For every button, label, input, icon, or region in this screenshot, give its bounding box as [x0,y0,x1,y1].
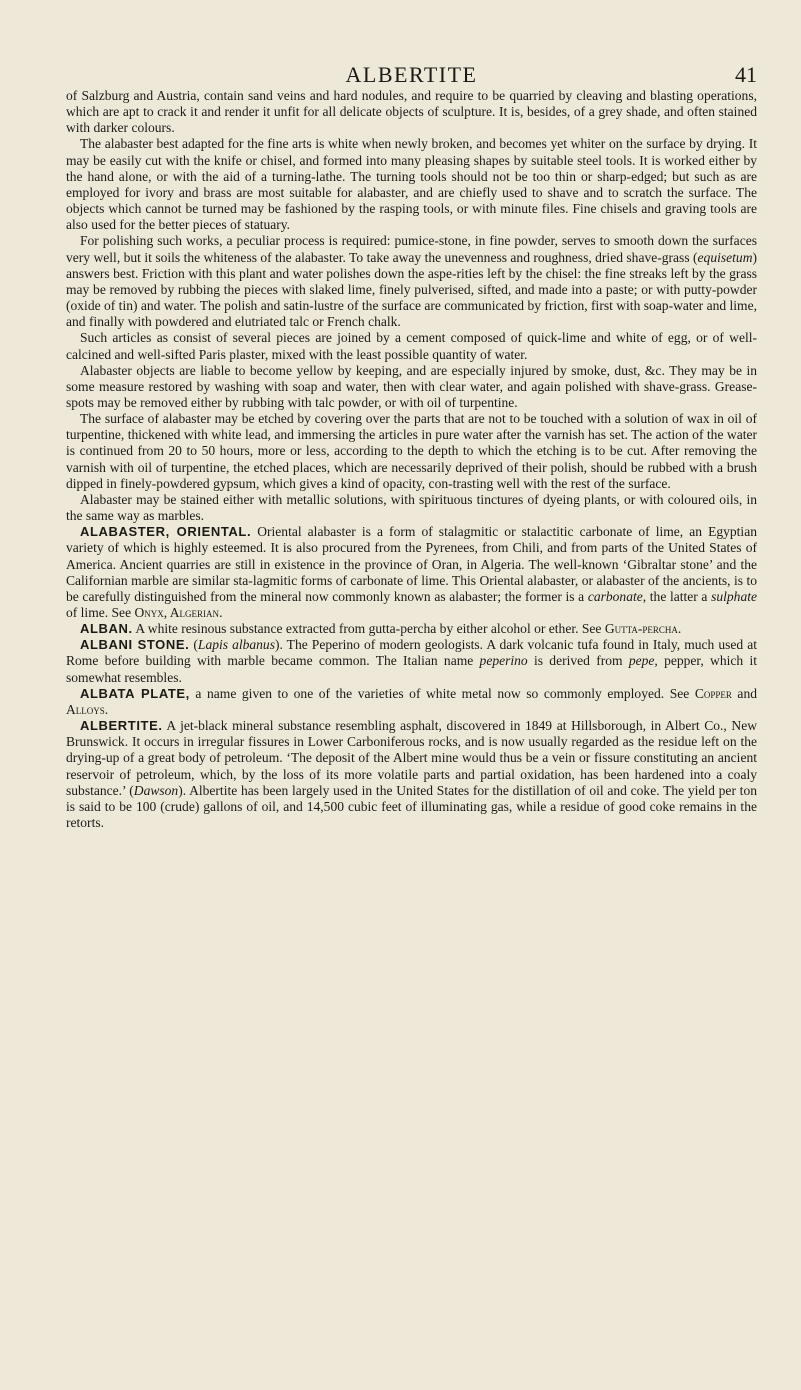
entry-headword: ALBERTITE. [80,718,163,734]
entry-albertite: ALBERTITE. A jet-black mineral substance resembling asphalt, discovered in 1849 at Hillsborough, in Albert Co., New Brunswick. It occurs in irregular fissures in Lower Carboniferous rocks, and is now usually regarded as the residue left on the drying-up of a great body of petroleum. ‘The deposit of the Albert mine would thus be a vein or fissure constituting an ancient reservoir of petroleum, which, by the loss of its more volatile parts and partial oxidation, has been hardened into a coaly substance.’ (Dawson). Albertite has been largely used in the United States for the distillation of oil and coke. The yield per ton is said to be 100 (crude) gallons of oil, and 14,500 cubic feet of illuminating gas, while a residue of good coke remains in the retorts. [66,718,757,831]
paragraph-cleaning: Alabaster objects are liable to become yellow by keeping, and are especially injured by smoke, dust, &c. They may be in some measure restored by washing with soap and water, then with clear water, and again polished with shave-grass. Grease-spots may be removed either by rubbing with talc powder, or with oil of turpentine. [66,362,757,410]
entry-alban: ALBAN. A white resinous substance extracted from gutta-percha by either alcohol or ether. See Gutta-percha. [80,621,682,637]
entry-headword: ALBATA PLATE, [80,685,190,701]
page-header [66,0,757,88]
cross-reference: Gutta-percha [604,621,678,637]
cross-reference: Copper [694,685,732,701]
entry-headword: ALBANI STONE. [80,637,190,653]
paragraph-etching: The surface of alabaster may be etched by covering over the parts that are not to be touched with a solution of wax in oil of turpentine, thickened with white lead, and immersing the articles in pure water after the varnish has set. The action of the water is continued from 20 to 50 hours, more or less, according to the depth to which the etching is to be cut. After removing the varnish with oil of turpentine, the etched places, which are necessarily deprived of their polish, should be rubbed with a brush dipped in finely-powdered gypsum, which gives a kind of opacity, con-trasting well with the rest of the surface. [66,411,757,491]
entry-headword: ALABASTER, ORIENTAL. [80,524,252,540]
page-number: 41 [735,62,757,87]
paragraph-continuation: of Salzburg and Austria, contain sand veins and hard nodules, and require to be quarried by cleaving and blasting operations, which are apt to crack it and render it unfit for all delicate objects of sculpture. It is, besides, of a grey shade, and often stained with darker colours. [66,88,757,136]
cross-reference: Onyx, Algerian [134,605,220,620]
entry-albani-stone: ALBANI STONE. (Lapis albanus). The Peperino of modern geologists. A dark volcanic tufa found in Italy, much used at Rome before building with marble became common. The Italian name peperino is derived from pepe, pepper, which it somewhat resembles. [66,637,757,685]
paragraph-staining: Alabaster may be stained either with metallic solutions, with spirituous tinctures of dyeing plants, or with coloured oils, in the same way as marbles. [66,491,757,524]
entry-headword: ALBAN. [80,621,133,637]
running-title: ALBERTITE [345,62,478,87]
paragraph-polishing: For polishing such works, a peculiar process is required: pumice-stone, in fine powder, serves to smooth down the surfaces very well, but it soils the whiteness of the alabaster. To take away the unevenness and roughness, dried shave-grass (equisetum) answers best. Friction with this plant and water polishes down the aspe-rities left by the chisel: the fine streaks left by the grass may be removed by rubbing the pieces with slaked lime, finely pulverised, sifted, and made into a paste; or with putty-powder (oxide of tin) and water. The polish and satin-lustre of the surface are communicated by friction, first with soap-water and lime, and finally with powdered and elutriated talc or French chalk. [66,233,757,330]
paragraph-fine-arts: The alabaster best adapted for the fine arts is white when newly broken, and becomes yet whiter on the surface by drying. It may be easily cut with the knife or chisel, and formed into many pleasing shapes by suitable steel tools. It is worked either by the hand alone, or with the aid of a turning-lathe. The turning tools should not be too thin or sharp-edged; but such as are employed for ivory and brass are most suitable for alabaster, and are chiefly used to shave and to scratch the surface. The objects which cannot be turned may be fashioned by the rasping tools, or with minute files. Fine chisels and graving tools are also used for the better pieces of statuary. [66,136,757,233]
entry-albata-plate: ALBATA PLATE, a name given to one of the varieties of white metal now so commonly employed. See Copper and Alloys. [66,685,757,717]
cross-reference: Alloys [66,701,105,717]
body-text [66,88,757,831]
paragraph-cement: Such articles as consist of several pieces are joined by a cement composed of quick-lime and white of egg, or of well-calcined and well-sifted Paris plaster, mixed with the least possible quantity of water. [66,330,757,362]
entry-alabaster-oriental: ALABASTER, ORIENTAL. Oriental alabaster is a form of stalagmitic or stalactitic carbonate of lime, an Egyptian variety of which is highly esteemed. It is also procured from the Pyrenees, from Chili, and from parts of the United States of America. Ancient quarries are still in existence in the province of Oran, in Algeria. The well-known ‘Gibraltar stone’ and the Californian marble are similar sta-lagmitic forms of carbonate of lime. This Oriental alabaster, or alabaster of the ancients, is to be carefully distinguished from the mineral now commonly known as alabaster; the former is a carbonate, the latter a sulphate of lime. See Onyx, Algerian. [66,524,757,620]
